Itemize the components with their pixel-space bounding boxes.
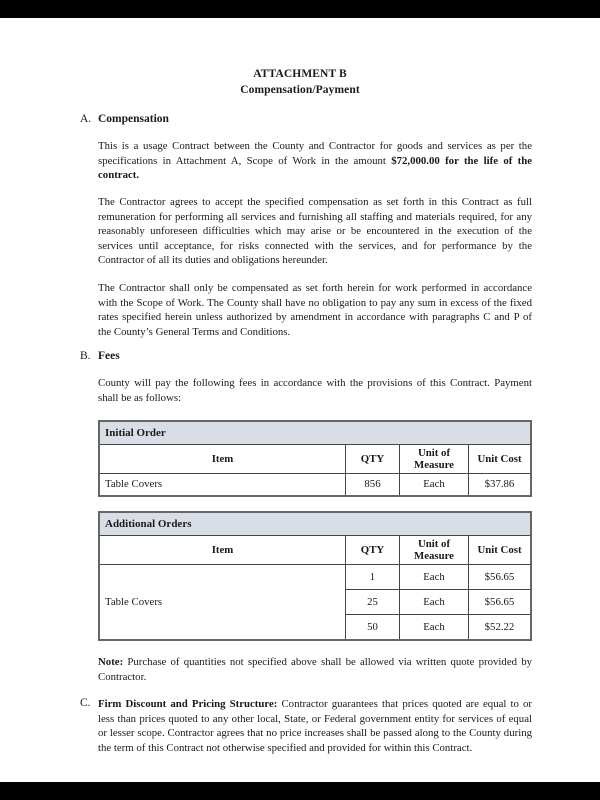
section-c-label: C. [80, 697, 91, 709]
cell-unit: Each [400, 590, 469, 615]
paragraph-text: This is a usage Contract between the County and Contractor for goods and services as per the specifications in Attachment A, Scope of Work in the amount [98, 140, 532, 167]
note-text: Purchase of quantities not specified above shall be allowed via written quote provided by Contractor. [98, 656, 532, 683]
column-header-qty: QTY [346, 445, 400, 474]
section-a-title: Compensation [98, 113, 169, 125]
cell-cost: $52.22 [469, 615, 532, 640]
cell-qty: 50 [346, 615, 400, 640]
column-header-cost: Unit Cost [469, 536, 532, 565]
column-header-item: Item [99, 445, 346, 474]
section-a-paragraph-1 [98, 139, 532, 183]
cell-unit: Each [400, 565, 469, 590]
section-c-title: Firm Discount and Pricing Structure: [98, 698, 278, 710]
cell-qty: 1 [346, 565, 400, 590]
table-row [99, 565, 531, 590]
column-header-qty: QTY [346, 536, 400, 565]
attachment-title: ATTACHMENT B [253, 68, 347, 80]
section-c-paragraph [98, 697, 532, 755]
section-b-title: Fees [98, 350, 120, 362]
fees-note [98, 655, 532, 684]
cell-item: Table Covers [99, 565, 346, 640]
table-caption: Initial Order [99, 421, 531, 445]
column-header-unit: Unit of Measure [400, 536, 469, 565]
additional-orders-table [98, 511, 532, 641]
section-b-label: B. [80, 350, 91, 362]
cell-cost: $37.86 [469, 474, 532, 496]
section-c-text: Contractor guarantees that prices quoted are equal to or less than prices quoted to any other local, State, or Federal government entity for services of equal or lesser scope. Contractor agrees that no price increases shall be passed along to the County during the term of this Contract not otherwise specified and provided for within this Contract. [98, 698, 532, 754]
cell-cost: $56.65 [469, 565, 532, 590]
column-header-unit: Unit of Measure [400, 445, 469, 474]
section-b-intro: County will pay the following fees in accordance with the provisions of this Contract. Payment shall be as follows: [98, 377, 532, 404]
cell-unit: Each [400, 474, 469, 496]
initial-order-table [98, 420, 532, 497]
section-a-label: A. [80, 113, 92, 125]
document-page [0, 18, 600, 782]
cell-qty: 25 [346, 590, 400, 615]
table-row [99, 474, 531, 496]
cell-qty: 856 [346, 474, 400, 496]
table-caption: Additional Orders [99, 512, 531, 536]
column-header-cost: Unit Cost [469, 445, 532, 474]
section-a-paragraph-2: The Contractor agrees to accept the specified compensation as set forth in this Contract as full remuneration for performing all services and furnishing all staffing and materials required, for any reasonably unforeseen difficulties which may arise or be encountered in the execution of the services until acceptance, for risks connected with the services, and for performance by the Contractor of all its duties and obligations hereunder. [98, 196, 532, 267]
attachment-subtitle: Compensation/Payment [240, 84, 360, 96]
section-a-paragraph-3: The Contractor shall only be compensated as set forth herein for work performed in accordance with the Scope of Work. The County shall have no obligation to pay any sum in excess of the fixed rates specified herein unless authorized by amendment in accordance with paragraphs C and P of the County’s General Terms and Conditions. [98, 282, 532, 338]
contract-amount: $72,000.00 for the life of the contract. [98, 154, 532, 182]
note-label: Note: [98, 656, 124, 668]
cell-cost: $56.65 [469, 590, 532, 615]
cell-unit: Each [400, 615, 469, 640]
column-header-item: Item [99, 536, 346, 565]
cell-item: Table Covers [99, 474, 346, 496]
